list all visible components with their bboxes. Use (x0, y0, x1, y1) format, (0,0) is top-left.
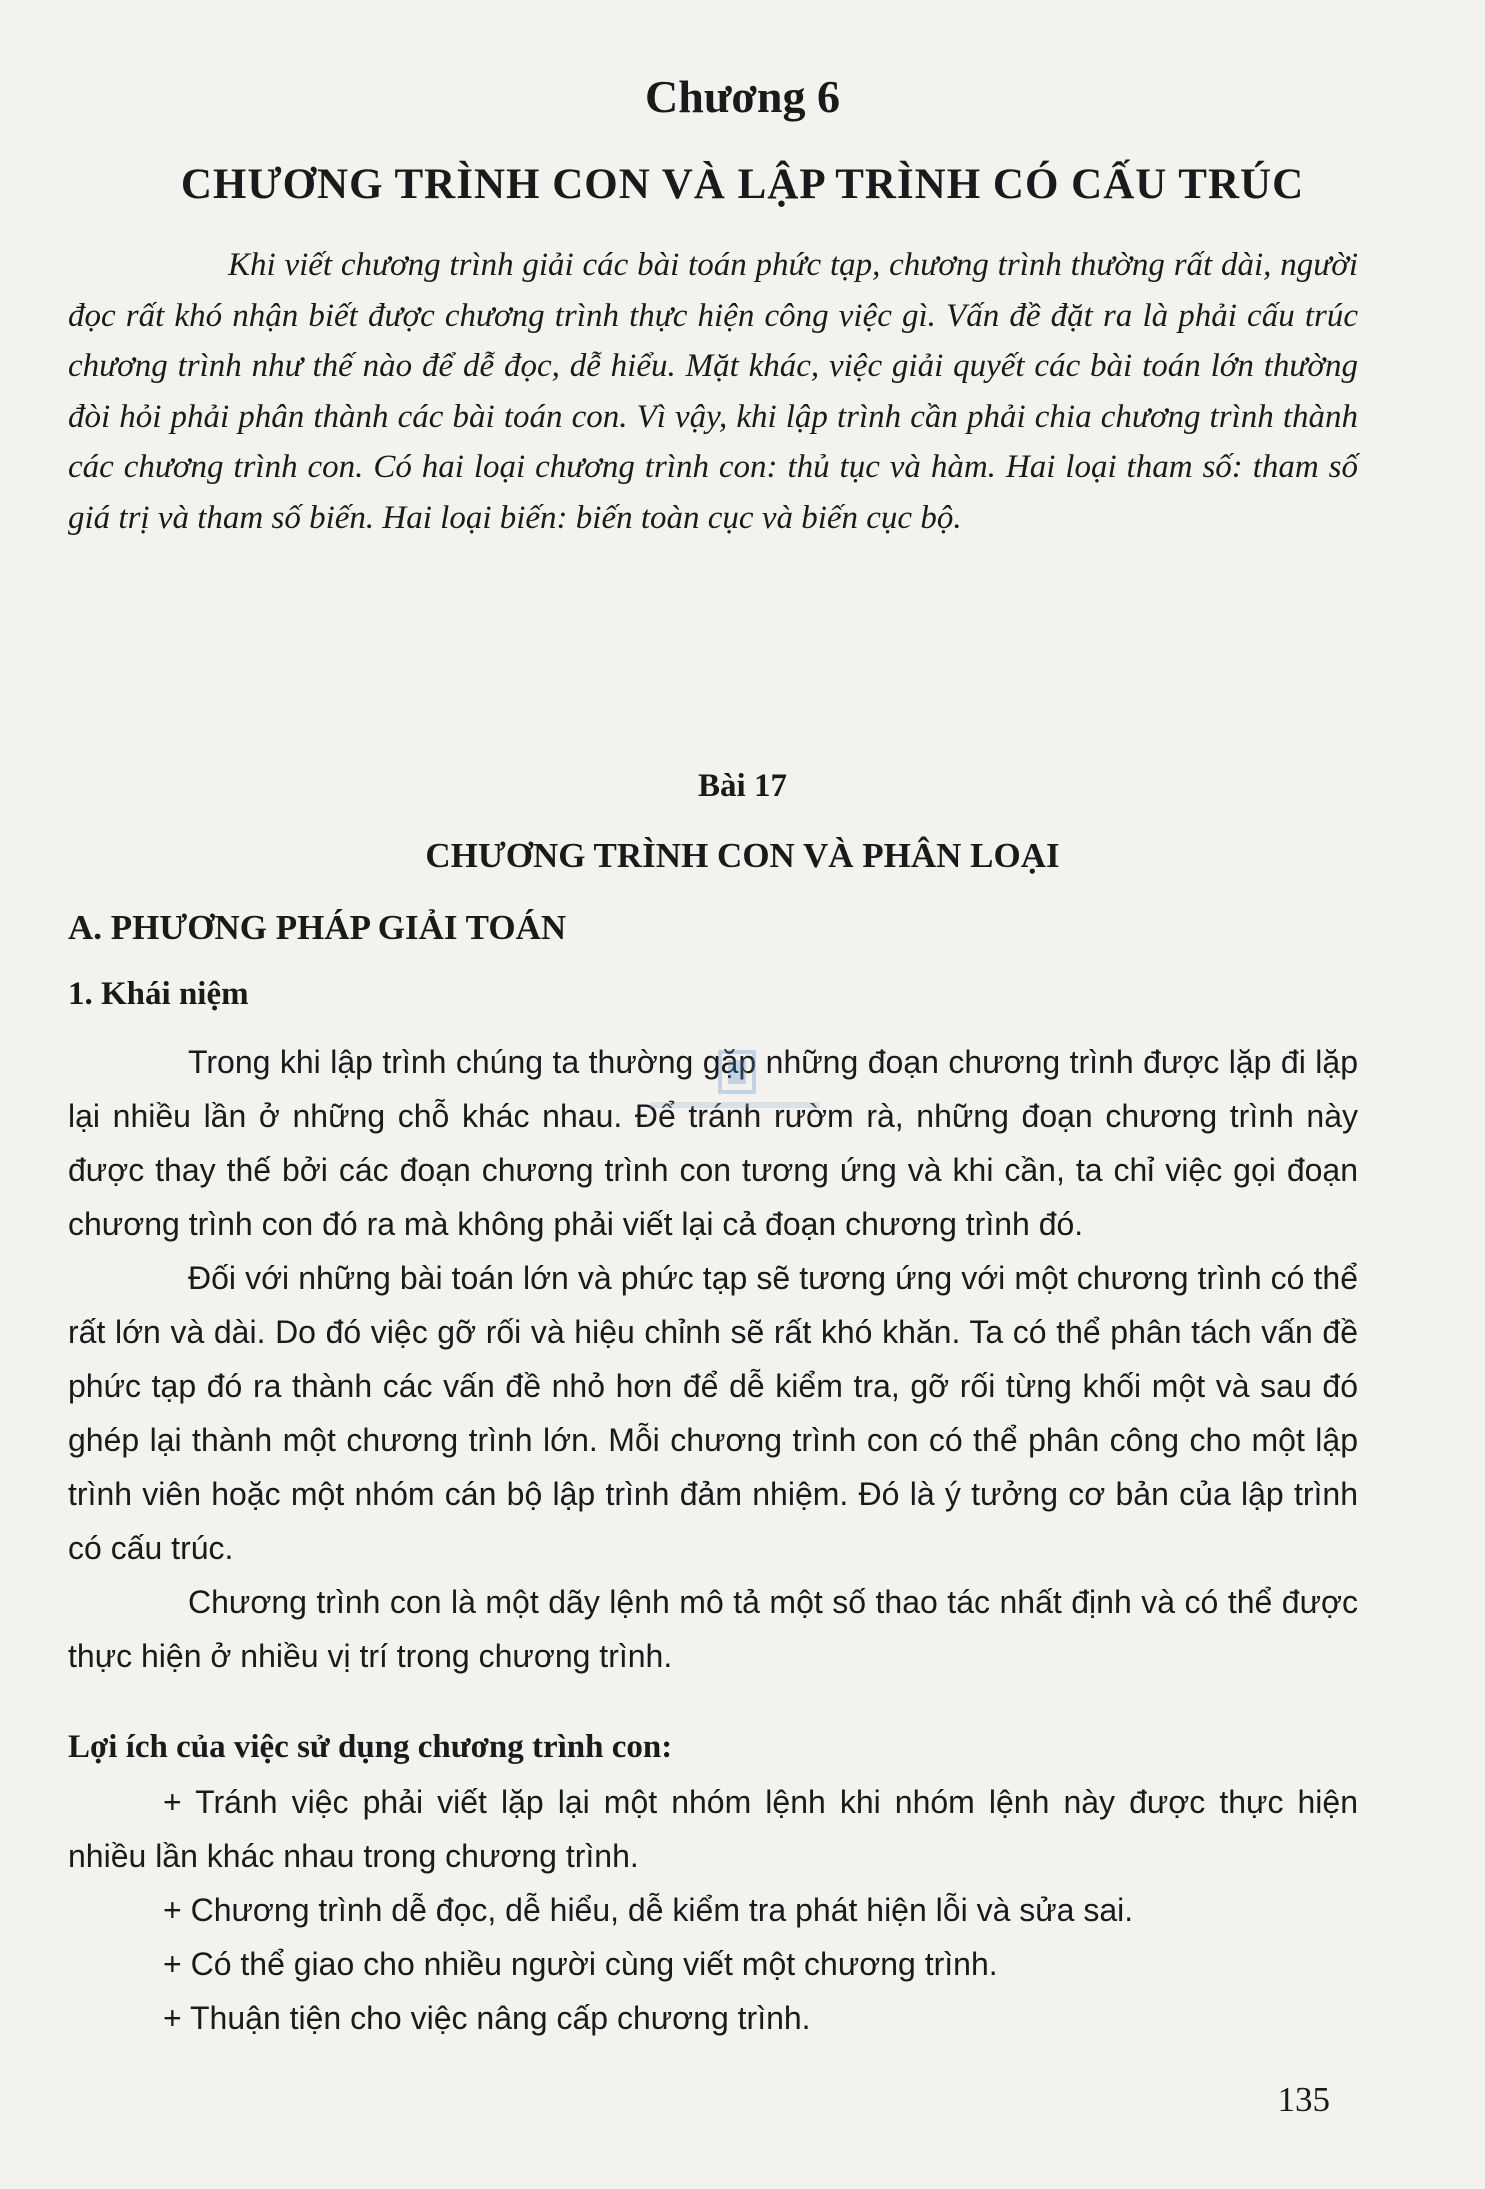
lesson-title: CHƯƠNG TRÌNH CON VÀ PHÂN LOẠI (425, 836, 1060, 875)
paragraph: Trong khi lập trình chúng ta thường gặp những đoạn chương trình được lặp đi lặp lại nhiều lần ở những chỗ khác nhau. Để tránh rườm rà, những đoạn chương trình này được thay thế bởi các đoạn chương trình con tương ứng và khi cần, ta chỉ việc gọi đoạn chương trình con đó ra mà không phải viết lại cả đoạn chương trình đó. (68, 1044, 1358, 1242)
chapter-label: Chương 6 (645, 71, 840, 122)
paragraph: Đối với những bài toán lớn và phức tạp sẽ tương ứng với một chương trình có thể rất lớn và dài. Do đó việc gỡ rối và hiệu chỉnh sẽ rất khó khăn. Ta có thể phân tách vấn đề phức tạp đó ra thành các vấn đề nhỏ hơn để dễ kiểm tra, gỡ rối từng khối một và sau đó ghép lại thành một chương trình lớn. Mỗi chương trình con có thể phân công cho một lập trình viên hoặc một nhóm cán bộ lập trình đảm nhiệm. Đó là ý tưởng cơ bản của lập trình có cấu trúc. (68, 1260, 1358, 1566)
lesson-label: Bài 17 (698, 768, 787, 804)
paragraph: Chương trình con là một dãy lệnh mô tả một số thao tác nhất định và có thể được thực hiện ở nhiều vị trí trong chương trình. (68, 1584, 1358, 1674)
page-number: 135 (1277, 2080, 1330, 2119)
subsection-heading: 1. Khái niệm (68, 976, 249, 1012)
section-heading: A. PHƯƠNG PHÁP GIẢI TOÁN (68, 908, 567, 947)
book-logo-icon (640, 1048, 830, 1128)
list-item: + Có thể giao cho nhiều người cùng viết một chương trình. (163, 1946, 998, 1982)
list-item: + Thuận tiện cho việc nâng cấp chương trình. (163, 2000, 811, 2036)
chapter-title: CHƯƠNG TRÌNH CON VÀ LẬP TRÌNH CÓ CẤU TRÚC (180, 161, 1305, 208)
chapter-intro: Khi viết chương trình giải các bài toán phức tạp, chương trình thường rất dài, người đọc rất khó nhận biết được chương trình thực hiện công việc gì. Vấn đề đặt ra là phải cấu trúc chương trình như thế nào để dễ đọc, dễ hiểu. Mặt khác, việc giải quyết các bài toán lớn thường đòi hỏi phải phân thành các bài toán con. Vì vậy, khi lập trình cần phải chia chương trình thành các chương trình con. Có hai loại chương trình con: thủ tục và hàm. Hai loại tham số: tham số giá trị và tham số biến. Hai loại biến: biến toàn cục và biến cục bộ. (68, 247, 1358, 536)
list-item: + Chương trình dễ đọc, dễ hiểu, dễ kiểm tra phát hiện lỗi và sửa sai. (163, 1892, 1134, 1928)
list-item: + Tránh việc phải viết lặp lại một nhóm lệnh khi nhóm lệnh này được thực hiện nhiều lần khác nhau trong chương trình. (68, 1784, 1358, 1874)
body-text (68, 1035, 1358, 1683)
benefits-heading: Lợi ích của việc sử dụng chương trình con: (68, 1729, 673, 1765)
benefits-list (68, 1775, 1358, 2045)
